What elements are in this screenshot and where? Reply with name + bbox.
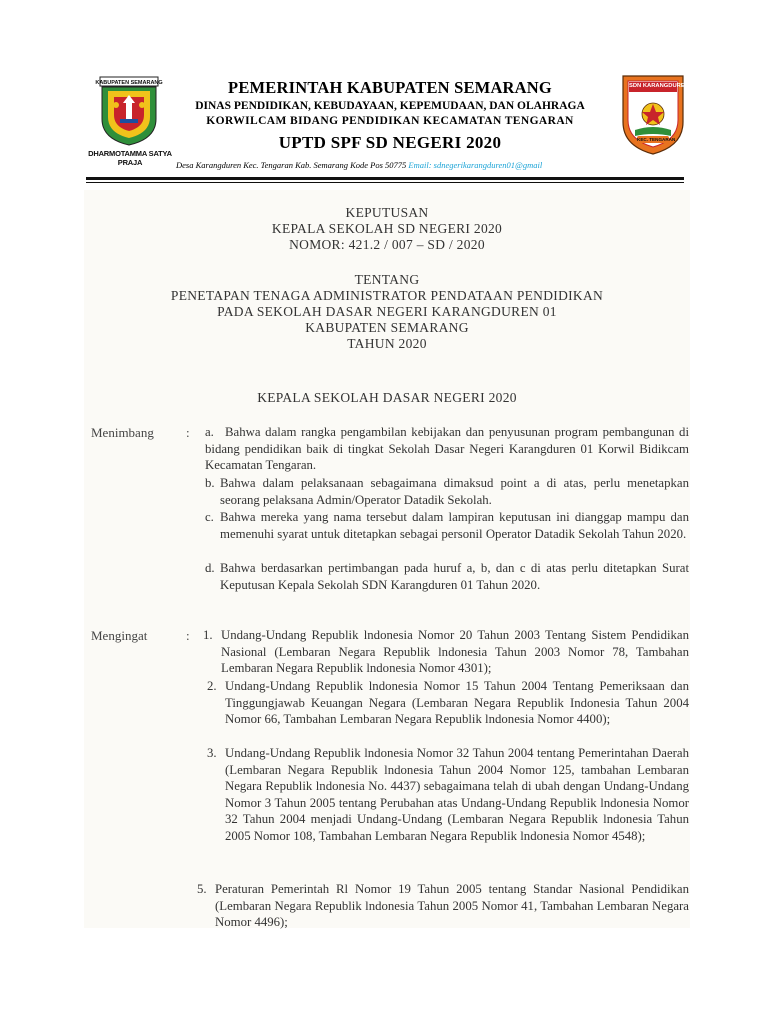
letterhead-school: UPTD SPF SD NEGERI 2020 [278,133,502,152]
letterhead-division: KORWILCAM BIDANG PENDIDIKAN KECAMATAN TENGARAN [206,115,574,127]
letterhead-text [170,78,610,153]
right-logo-bottom-text: KEC. TENGARAN [637,137,676,142]
item-marker: 3. [207,746,217,760]
item-text: Undang-Undang Republik lndonesia Nomor 15 Tahun 2004 Tentang Pemeriksaan dan Tinggungjawab Keuangan Negara (Lembaran Negara Republik Indonesia Tahun 2004 Nomor 66, Tambahan Lembaran Negara Republik lndonesia Nomor 4400); [225,679,689,726]
item-marker: c. [205,510,214,524]
item-marker: a. [205,425,214,439]
letterhead [0,0,768,185]
item-text: Undang-Undang Republik lndonesia Nomor 20 Tahun 2003 Tentang Sistem Pendidikan Nasional (Lembaran Negara Republik lndonesia Tahun 2003 Nomor 78, Tambahan Lembaran Negara Republik lndonesia Nomor 4301); [221,628,689,675]
menimbang-item-b [205,475,689,508]
item-marker: 2. [207,679,217,693]
kabupaten-shield-icon [95,75,163,147]
menimbang-item-c [205,509,689,542]
subject-label: TENTANG [354,272,420,287]
menimbang-item-d [205,560,689,593]
menimbang-item-a [205,424,689,474]
item-text: Bahwa dalam pelaksanaan sebagaimana dimaksud point a di atas, perlu menetapkan seorang pelaksana Admin/Operator Datadik Sekolah. [220,476,689,507]
mengingat-item-1 [203,627,689,677]
decree-subject [84,272,690,352]
letterhead-department: DINAS PENDIDIKAN, KEBUDAYAAN, KEPEMUDAAN, DAN OLAHRAGA [195,100,585,112]
mengingat-label: Mengingat [91,628,148,643]
mengingat-colon: : [186,628,190,643]
letterhead-government: PEMERINTAH KABUPATEN SEMARANG [228,78,552,97]
item-text: Peraturan Pemerintah Rl Nomor 19 Tahun 2005 tentang Standar Nasional Pendidikan (Lembaran Negara Republik lndonesia Tahun 2005 Nomor 41, Tambahan Lembaran Negara Nomor 4496); [215,882,689,929]
letterhead-divider-thick [86,177,684,180]
menimbang-label: Menimbang [91,425,154,440]
decree-heading [84,205,690,253]
subject-line-4: TAHUN 2020 [347,336,427,351]
subject-line-2: PADA SEKOLAH DASAR NEGERI KARANGDUREN 01 [217,304,557,319]
item-marker: 1. [203,628,213,642]
left-logo-motto: DHARMOTAMMA SATYA PRAJA [88,149,172,167]
decree-number: NOMOR: 421.2 / 007 – SD / 2020 [289,237,485,252]
item-text: Bahwa dalam rangka pengambilan kebijakan dan penyusunan program pembangunan di bidang pendidikan baik di tingkat Sekolah Dasar Negeri Karangduren 01 Korwil Bidikcam Kecamatan Tengaran. [205,425,689,472]
subject-line-1: PENETAPAN TENAGA ADMINISTRATOR PENDATAAN PENDIDIKAN [170,288,604,303]
decree-title: KEPUTUSAN [345,205,429,220]
letterhead-divider-thin [86,182,684,183]
right-logo-top-text: SDN KARANGDUREN 01 [629,83,697,89]
item-text: Bahwa mereka yang nama tersebut dalam lampiran keputusan ini dianggap mampu dan memenuhi syarat untuk ditetapkan sebagai personil Operator Datadik Sekolah Tahun 2020. [220,510,689,541]
decree-subtitle: KEPALA SEKOLAH SD NEGERI 2020 [271,221,503,236]
letterhead-address [176,160,542,170]
item-marker: b. [205,476,215,490]
mengingat-item-3 [207,745,689,844]
mengingat-item-5 [197,881,689,931]
mengingat-item-2 [207,678,689,728]
item-text: Bahwa berdasarkan pertimbangan pada huruf a, b, dan c di atas perlu ditetapkan Surat Keputusan Kepala Sekolah SDN Karangduren 01 Tahun 2020. [220,561,689,592]
subject-line-3: KABUPATEN SEMARANG [305,320,469,335]
email-text: Email: sdnegerikarangduren01@gmail [408,160,543,170]
menimbang-colon: : [186,425,190,440]
decree-authority: KEPALA SEKOLAH DASAR NEGERI 2020 [257,390,517,405]
svg-text:KABUPATEN SEMARANG: KABUPATEN SEMARANG [95,80,163,86]
sdn-karangduren-logo [621,72,697,161]
item-marker: 5. [197,882,207,896]
item-marker: d. [205,561,215,575]
item-text: Undang-Undang Republik lndonesia Nomor 32 Tahun 2004 tentang Pemerintahan Daerah (Lembaran Negara Republik lndonesia Tahun 2004 Nomor 125, tambahan Lembaran Negara Republik lndonesia No. 4437) sebagaimana telah di ubah dengan Undang-Undang Nomor 3 Tahun 2005 tentang Perubahan atas Undang-Undang Republik lndonesia Nomor 32 Tahun 2004 menjadi Undang-Undang (Lembaran Negara Republik lndonesia Tahun 2005 Nomor 108, Tambahan Lembaran Negara Republik lndonesia Nomor 4548); [225,746,689,843]
address-text: Desa Karangduren Kec. Tengaran Kab. Semarang Kode Pos 50775 [176,160,407,170]
